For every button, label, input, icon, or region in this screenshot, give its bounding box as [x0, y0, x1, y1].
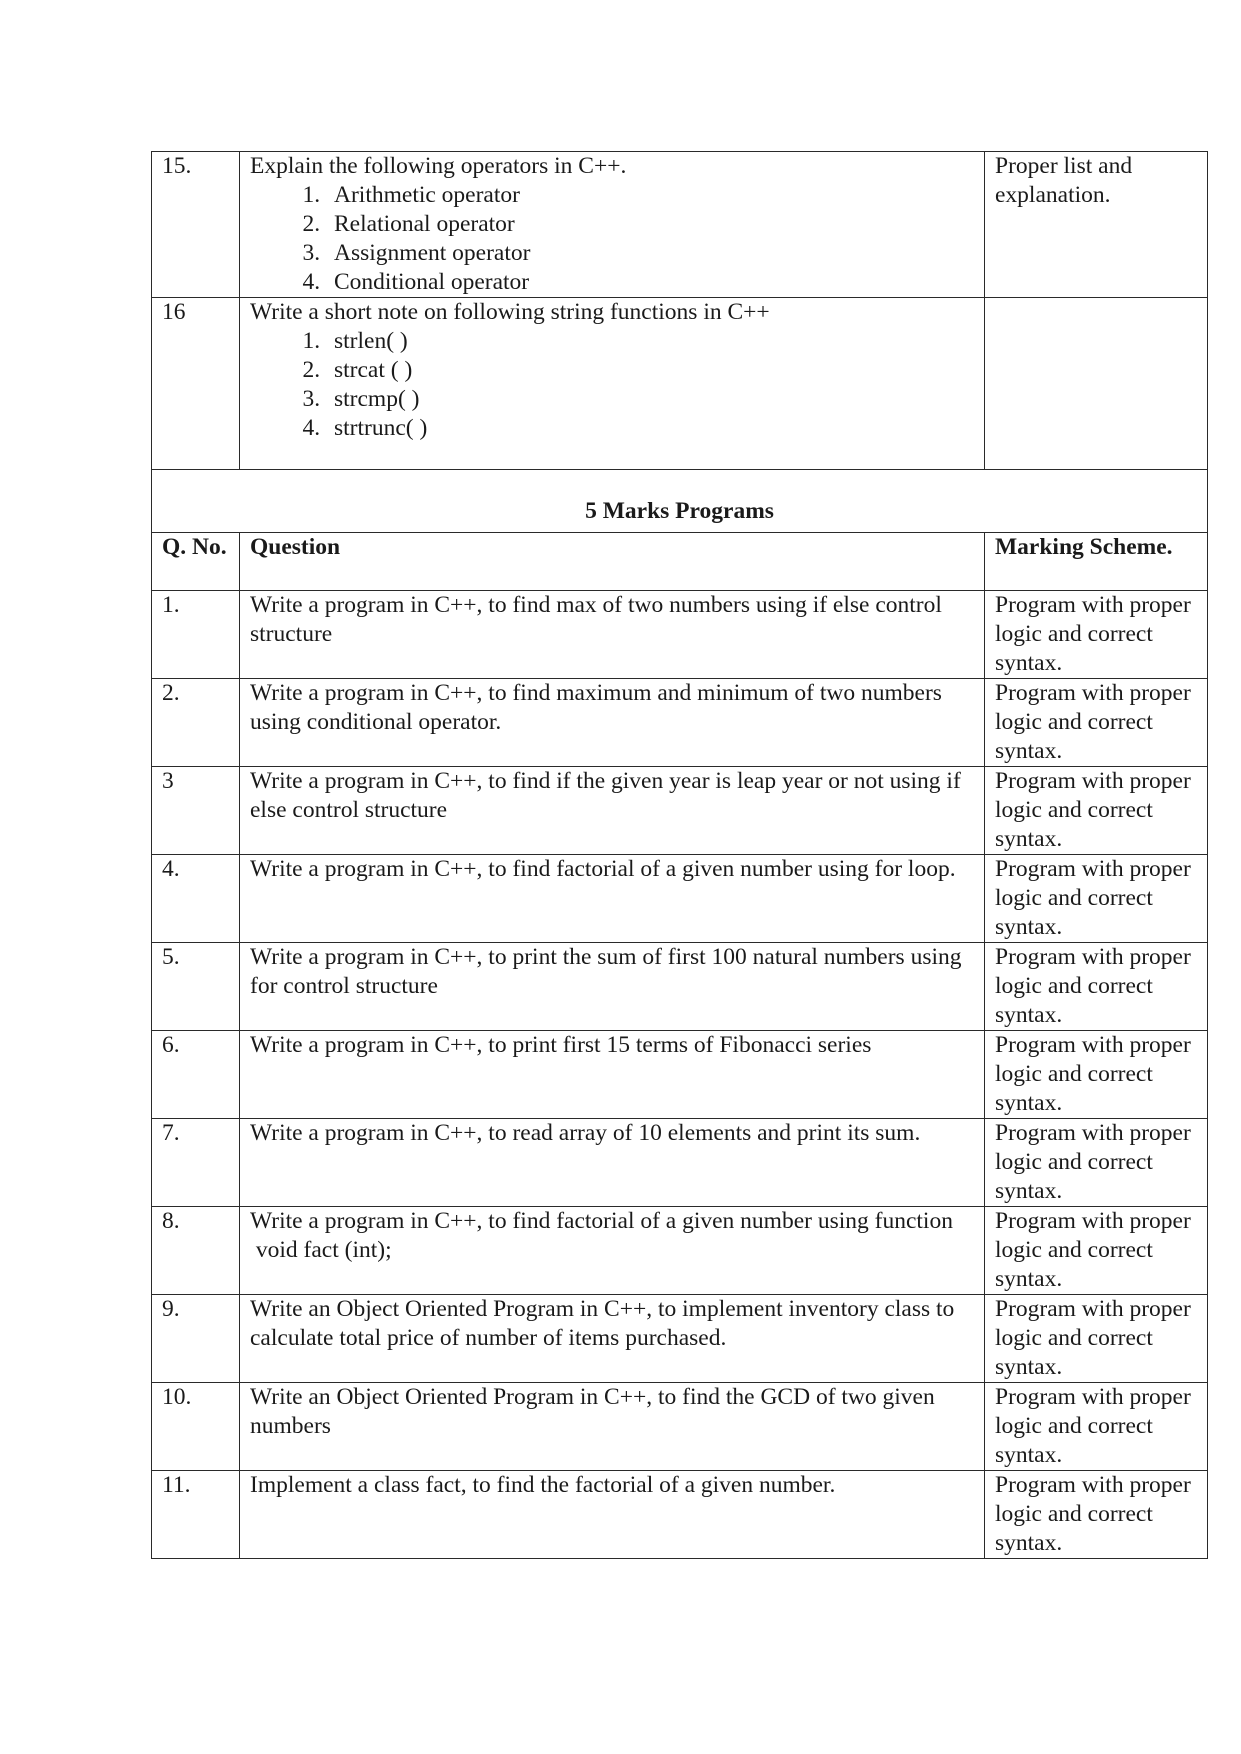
section-title: 5 Marks Programs	[152, 470, 1208, 533]
question-number: 7.	[152, 1119, 240, 1207]
question-number: 1.	[152, 591, 240, 679]
marking-scheme	[985, 298, 1208, 470]
question-text: Write a program in C++, to find factorial of a given number using function	[250, 1208, 953, 1234]
question-text: Write an Object Oriented Program in C++, to find the GCD of two given numbers	[240, 1383, 985, 1471]
question-number: 9.	[152, 1295, 240, 1383]
header-marking-scheme: Marking Scheme.	[985, 533, 1208, 591]
header-qno: Q. No.	[152, 533, 240, 591]
list-item: 4. strtrunc( )	[326, 414, 974, 443]
question-number: 8.	[152, 1207, 240, 1295]
question-text: Write a program in C++, to read array of 10 elements and print its sum.	[240, 1119, 985, 1207]
question-text: Write an Object Oriented Program in C++, to implement inventory class to calculate total price of number of items purchased.	[240, 1295, 985, 1383]
marking-scheme: Program with proper logic and correct syntax.	[985, 1471, 1208, 1559]
question-text: Implement a class fact, to find the factorial of a given number.	[240, 1471, 985, 1559]
question-number: 3	[152, 767, 240, 855]
marking-scheme: Program with proper logic and correct syntax.	[985, 943, 1208, 1031]
question-text: Write a program in C++, to find maximum and minimum of two numbers using conditional operator.	[240, 679, 985, 767]
table-row	[152, 591, 1208, 679]
marking-scheme: Program with proper logic and correct syntax.	[985, 1119, 1208, 1207]
question-number: 10.	[152, 1383, 240, 1471]
question-text-cell	[240, 152, 985, 298]
marking-scheme: Program with proper logic and correct syntax.	[985, 1383, 1208, 1471]
question-text-cell	[240, 298, 985, 470]
table-row	[152, 152, 1208, 298]
table-row	[152, 1207, 1208, 1295]
list-item: 4. Conditional operator	[326, 268, 974, 297]
table-row	[152, 855, 1208, 943]
sub-item-list	[250, 181, 974, 297]
marking-scheme: Program with proper logic and correct syntax.	[985, 1295, 1208, 1383]
marking-scheme: Program with proper logic and correct syntax.	[985, 1207, 1208, 1295]
marking-scheme: Program with proper logic and correct syntax.	[985, 767, 1208, 855]
table-row	[152, 679, 1208, 767]
question-text: Write a program in C++, to find if the given year is leap year or not using if else control structure	[240, 767, 985, 855]
function-prototype: void fact (int);	[250, 1237, 392, 1263]
list-item: 1. Arithmetic operator	[326, 181, 974, 210]
question-text: Write a short note on following string functions in C++	[250, 299, 770, 325]
question-number: 15.	[152, 152, 240, 298]
list-item: 1. strlen( )	[326, 327, 974, 356]
question-number: 4.	[152, 855, 240, 943]
question-text-cell	[240, 1207, 985, 1295]
list-item: 2. Relational operator	[326, 210, 974, 239]
question-text: Write a program in C++, to find factorial of a given number using for loop.	[240, 855, 985, 943]
list-item: 2. strcat ( )	[326, 356, 974, 385]
marking-scheme: Program with proper logic and correct syntax.	[985, 1031, 1208, 1119]
table-row	[152, 943, 1208, 1031]
marking-scheme: Program with proper logic and correct syntax.	[985, 591, 1208, 679]
header-question: Question	[240, 533, 985, 591]
table-row	[152, 1031, 1208, 1119]
question-number: 6.	[152, 1031, 240, 1119]
question-number: 11.	[152, 1471, 240, 1559]
marking-scheme: Program with proper logic and correct syntax.	[985, 679, 1208, 767]
section-row	[152, 470, 1208, 533]
question-number: 2.	[152, 679, 240, 767]
question-text: Explain the following operators in C++.	[250, 153, 627, 179]
table-row	[152, 298, 1208, 470]
question-text: Write a program in C++, to print the sum of first 100 natural numbers using for control structure	[240, 943, 985, 1031]
table-row	[152, 1295, 1208, 1383]
marking-scheme: Program with proper logic and correct syntax.	[985, 855, 1208, 943]
question-number: 16	[152, 298, 240, 470]
table-row	[152, 1471, 1208, 1559]
table-row	[152, 767, 1208, 855]
marking-scheme: Proper list and explanation.	[985, 152, 1208, 298]
table-row	[152, 1119, 1208, 1207]
table-row	[152, 1383, 1208, 1471]
header-row	[152, 533, 1208, 591]
list-item: 3. strcmp( )	[326, 385, 974, 414]
question-text: Write a program in C++, to print first 15 terms of Fibonacci series	[240, 1031, 985, 1119]
list-item: 3. Assignment operator	[326, 239, 974, 268]
sub-item-list	[250, 327, 974, 443]
question-number: 5.	[152, 943, 240, 1031]
question-table	[151, 151, 1208, 1559]
question-text: Write a program in C++, to find max of two numbers using if else control structure	[240, 591, 985, 679]
